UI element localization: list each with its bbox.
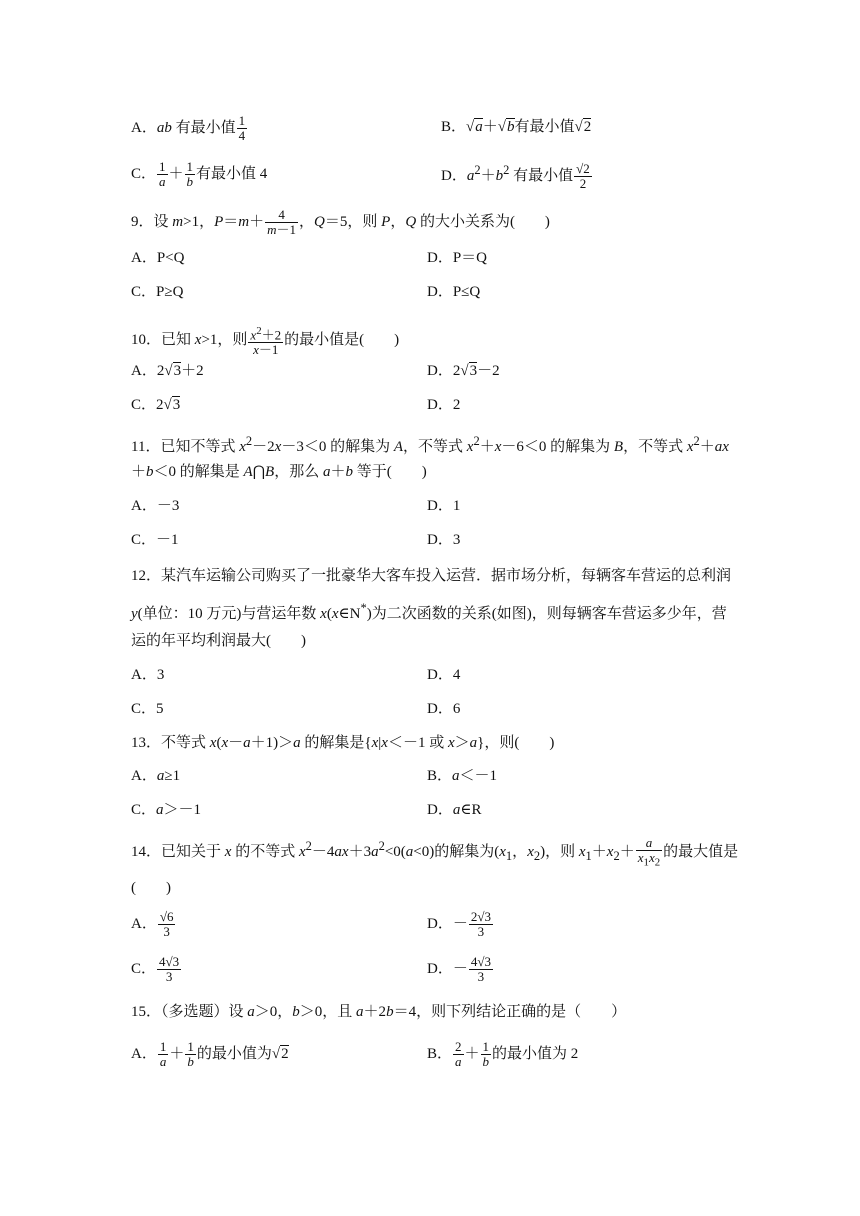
q12-option-3: C．5 (131, 701, 164, 717)
q14-line-2: ( ) (131, 880, 171, 896)
q12-line-2: y(单位：10 万元)与营运年数 x(x∈N*)为二次函数的关系(如图)，则每辆客车营运多少年，营 (131, 601, 727, 622)
q14-option-2: D．－ $\frac{2√3}{3}$ (427, 909, 491, 939)
q10-option-4: D．2 (427, 397, 461, 413)
q10-option-3: C．2√3 (131, 397, 181, 413)
q8-option-a: A．ab 有最小值 $\frac{1}{4}$ (131, 113, 246, 143)
q9-option-2: D．P＝Q (427, 250, 488, 266)
q10-option-2: D．2√3－2 (427, 363, 500, 379)
q9-option-3: C．P≥Q (131, 284, 184, 300)
q12-line-3: 运的年平均利润最大( ) (131, 633, 306, 649)
q12-option-2: D．4 (427, 667, 461, 683)
q13-option-1: A．a≥1 (131, 768, 181, 784)
q11-option-4: D．3 (427, 532, 461, 548)
q12-line-1: 12．某汽车运输公司购买了一批豪华大客车投入运营．据市场分析，每辆客车营运的总利润 (131, 568, 732, 584)
q11-option-1: A．－3 (131, 498, 180, 514)
q14-option-4: D．－ $\frac{4√3}{3}$ (427, 954, 491, 984)
q14-option-3: C． $\frac{4√3}{3}$ (131, 954, 180, 984)
q9-option-4: D．P≤Q (427, 284, 481, 300)
q11-option-2: D．1 (427, 498, 461, 514)
q13-option-3: C．a＞－1 (131, 802, 202, 818)
q15-option-b: B． $\frac{2}{a}$ ＋ $\frac{1}{b}$ 的最小值为 2 (427, 1039, 579, 1069)
q11-option-3: C．－1 (131, 532, 179, 548)
q11-line-2: ＋b＜0 的解集是 A⋂B，那么 a＋b 等于( ) (131, 464, 427, 480)
q11-line-1: 11．已知不等式 $x^2-2x-3<0$ 的解集为 A，不等式 $x^2+x-6<0$ 的解集为 B，不等式 $x^2+ax$ (131, 434, 729, 455)
q9-stem: 9．设 m>1，P＝m＋ $\frac{4}{m-1}$ ，Q＝5，则 P，Q 的大小关系为( ) (131, 207, 550, 237)
q14-line-1: 14．已知关于 x 的不等式 $x^2-4ax+3a^2<0(a<0)$的解集为($x_1$，$x_2$)，则 $x_1+x_2+$ $\frac{a}{x_1x_2}$ 的最大值是 (131, 835, 739, 869)
q8-option-d: D．$a^2+b^2$ 有最小值 $\frac{√2}{2}$ (441, 161, 590, 192)
q13-option-2: B．a＜－1 (427, 768, 498, 784)
q10-option-1: A．2√3＋2 (131, 363, 204, 379)
q15-stem: 15．（多选题）设 a＞0，b＞0，且 a＋2b＝4，则下列结论正确的是（ ） (131, 1004, 627, 1020)
q14-option-1: A． $\frac{√6}{3}$ (131, 909, 174, 939)
q10-stem: 10．已知 x>1，则 $\frac{x^2+2}{x-1}$ 的最小值是( ) (131, 325, 400, 358)
q9-option-1: A．P<Q (131, 250, 185, 266)
q8-option-c: C． $\frac{1}{a}$ ＋ $\frac{1}{b}$ 有最小值 4 (131, 159, 268, 189)
q12-option-1: A．3 (131, 667, 165, 683)
q8-option-b: B．√a＋√b有最小值√2 (441, 119, 592, 135)
q15-option-a: A． $\frac{1}{a}$ ＋ $\frac{1}{b}$ 的最小值为√2 (131, 1039, 289, 1069)
q13-option-4: D．a∈R (427, 802, 482, 818)
q13-stem: 13．不等式 x(x－a＋1)＞a 的解集是{x|x＜－1 或 x＞a}，则( ) (131, 735, 555, 751)
q12-option-4: D．6 (427, 701, 461, 717)
